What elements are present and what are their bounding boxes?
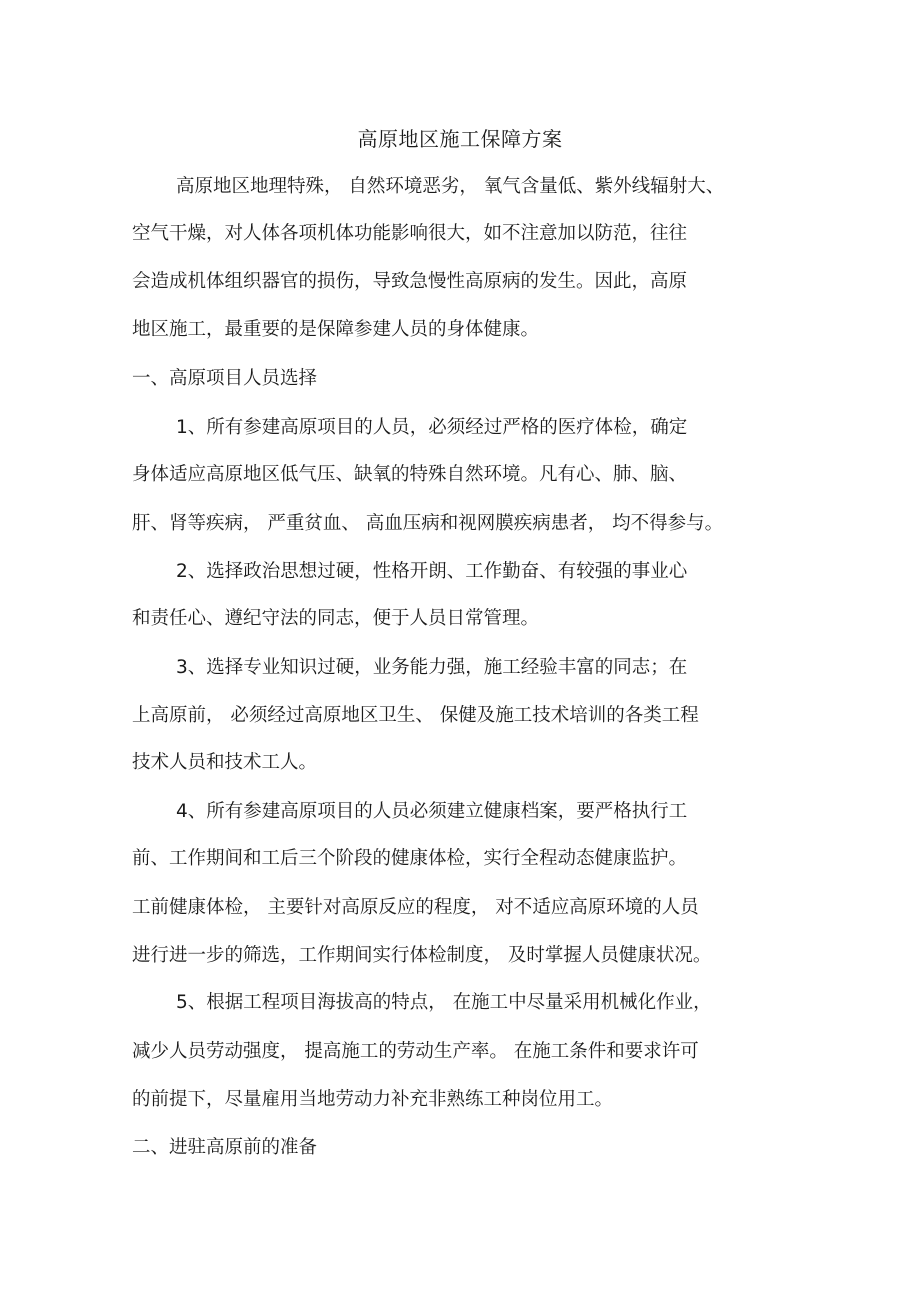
- paragraph-line: 1、所有参建高原项目的人员，必须经过严格的医疗体检，确定: [176, 417, 688, 438]
- paragraph-line: 工前健康体检， 主要针对高原反应的程度， 对不适应高原环境的人员: [132, 897, 699, 918]
- paragraph-line: 4、所有参建高原项目的人员必须建立健康档案，要严格执行工: [176, 801, 688, 822]
- paragraph-line: 空气干燥，对人体各项机体功能影响很大，如不注意加以防范，往往: [132, 223, 688, 244]
- paragraph-line: 2、选择政治思想过硬，性格开朗、工作勤奋、有较强的事业心: [176, 561, 688, 582]
- paragraph-line: 上高原前， 必须经过高原地区卫生、 保健及施工技术培训的各类工程: [132, 705, 699, 726]
- paragraph-line: 身体适应高原地区低气压、缺氧的特殊自然环境。凡有心、肺、脑、: [132, 464, 688, 485]
- section-heading: 一、高原项目人员选择: [132, 368, 318, 389]
- paragraph-line: 地区施工，最重要的是保障参建人员的身体健康。: [132, 319, 540, 340]
- section-heading: 二、进驻高原前的准备: [132, 1137, 318, 1158]
- paragraph-line: 5、根据工程项目海拔高的特点， 在施工中尽量采用机械化作业，: [176, 992, 712, 1013]
- paragraph-line: 和责任心、遵纪守法的同志，便于人员日常管理。: [132, 608, 540, 629]
- paragraph-line: 会造成机体组织器官的损伤，导致急慢性高原病的发生。因此，高原: [132, 271, 688, 292]
- document-title: 高原地区施工保障方案: [357, 127, 563, 151]
- paragraph-line: 肝、肾等疾病， 严重贫血、 高血压病和视网膜疾病患者， 均不得参与。: [132, 513, 724, 534]
- paragraph-line: 的前提下，尽量雇用当地劳动力补充非熟练工种岗位用工。: [132, 1089, 614, 1110]
- paragraph-line: 进行进一步的筛选，工作期间实行体检制度， 及时掌握人员健康状况。: [132, 945, 712, 966]
- paragraph-line: 3、选择专业知识过硬，业务能力强，施工经验丰富的同志；在: [176, 657, 688, 678]
- paragraph-line: 技术人员和技术工人。: [132, 752, 318, 773]
- paragraph-line: 高原地区地理特殊， 自然环境恶劣， 氧气含量低、紫外线辐射大、: [176, 176, 725, 197]
- paragraph-line: 前、工作期间和工后三个阶段的健康体检，实行全程动态健康监护。: [132, 848, 688, 869]
- paragraph-line: 减少人员劳动强度， 提高施工的劳动生产率。 在施工条件和要求许可: [132, 1041, 699, 1062]
